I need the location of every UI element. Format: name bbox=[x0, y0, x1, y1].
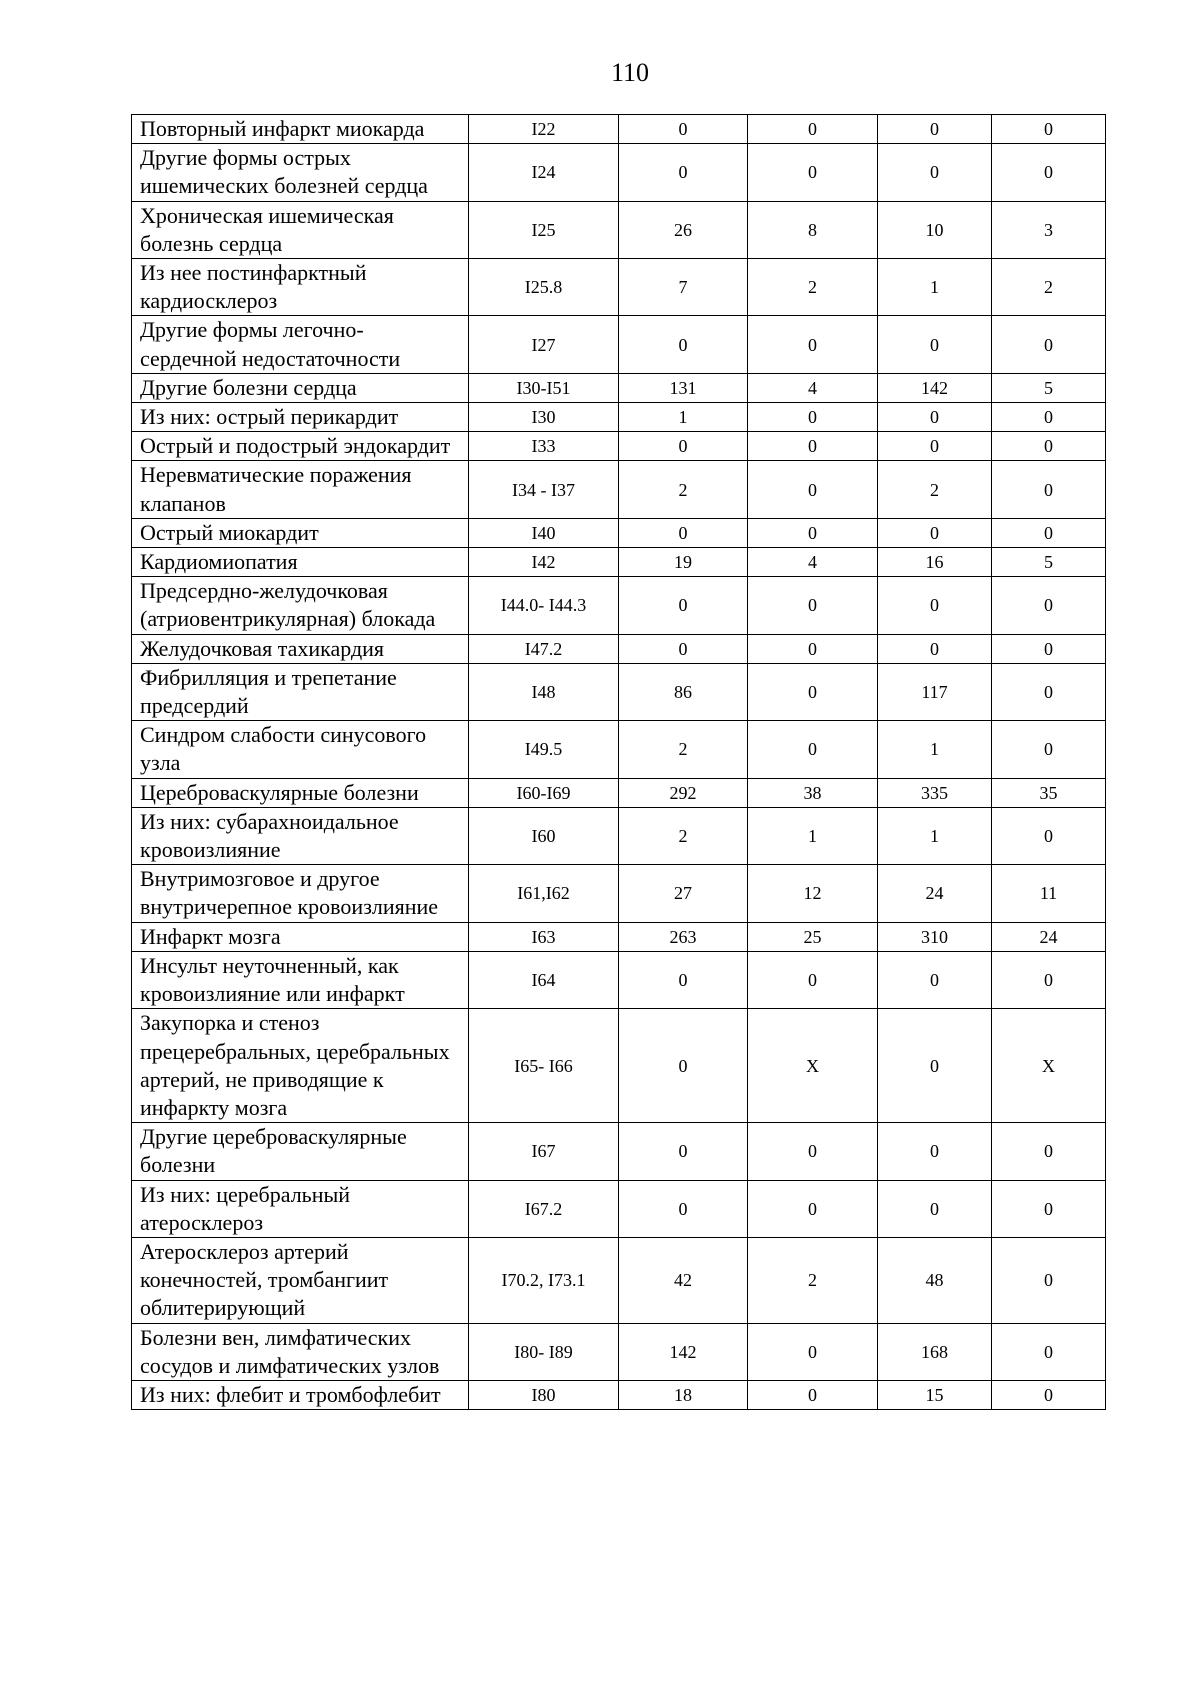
value-cell-3: 1 bbox=[878, 259, 992, 316]
table-row bbox=[132, 432, 1106, 461]
value-cell-3: 142 bbox=[878, 373, 992, 402]
icd-code-cell: I61,I62 bbox=[469, 865, 619, 922]
value-cell-2: X bbox=[748, 1009, 878, 1123]
value-cell-3: 0 bbox=[878, 403, 992, 432]
value-cell-4: 0 bbox=[992, 1237, 1106, 1323]
value-cell-2: 0 bbox=[748, 1180, 878, 1237]
value-cell-4: 0 bbox=[992, 316, 1106, 373]
disease-name-cell: Другие цереброваскулярные болезни bbox=[132, 1123, 469, 1180]
value-cell-1: 27 bbox=[619, 865, 748, 922]
icd-code-cell: I34 - I37 bbox=[469, 461, 619, 518]
value-cell-1: 0 bbox=[619, 432, 748, 461]
icd-code-cell: I60-I69 bbox=[469, 778, 619, 807]
value-cell-3: 2 bbox=[878, 461, 992, 518]
value-cell-3: 0 bbox=[878, 432, 992, 461]
value-cell-2: 0 bbox=[748, 144, 878, 201]
value-cell-3: 117 bbox=[878, 663, 992, 720]
value-cell-4: 0 bbox=[992, 1123, 1106, 1180]
value-cell-4: 11 bbox=[992, 865, 1106, 922]
icd-code-cell: I80- I89 bbox=[469, 1323, 619, 1380]
value-cell-1: 263 bbox=[619, 922, 748, 951]
table-row bbox=[132, 115, 1106, 144]
icd-code-cell: I70.2, I73.1 bbox=[469, 1237, 619, 1323]
disease-name-cell: Инфаркт мозга bbox=[132, 922, 469, 951]
value-cell-3: 0 bbox=[878, 144, 992, 201]
value-cell-4: 5 bbox=[992, 373, 1106, 402]
disease-name-cell: Из нее постинфарктный кардиосклероз bbox=[132, 259, 469, 316]
value-cell-2: 2 bbox=[748, 1237, 878, 1323]
value-cell-4: 0 bbox=[992, 1323, 1106, 1380]
table-row bbox=[132, 201, 1106, 258]
value-cell-1: 0 bbox=[619, 577, 748, 634]
value-cell-1: 1 bbox=[619, 403, 748, 432]
value-cell-2: 0 bbox=[748, 403, 878, 432]
table-row bbox=[132, 663, 1106, 720]
disease-name-cell: Закупорка и стеноз прецеребральных, церебральных артерий, не приводящие к инфаркту мозга bbox=[132, 1009, 469, 1123]
disease-name-cell: Неревматические поражения клапанов bbox=[132, 461, 469, 518]
disease-name-cell: Из них: субарахноидальное кровоизлияние bbox=[132, 807, 469, 864]
value-cell-4: 0 bbox=[992, 1380, 1106, 1409]
value-cell-1: 42 bbox=[619, 1237, 748, 1323]
table-row bbox=[132, 634, 1106, 663]
table-row bbox=[132, 778, 1106, 807]
value-cell-1: 2 bbox=[619, 461, 748, 518]
value-cell-3: 1 bbox=[878, 807, 992, 864]
disease-name-cell: Предсердно-желудочковая (атриовентрикулярная) блокада bbox=[132, 577, 469, 634]
disease-name-cell: Фибрилляция и трепетание предсердий bbox=[132, 663, 469, 720]
disease-name-cell: Другие формы острых ишемических болезней сердца bbox=[132, 144, 469, 201]
value-cell-2: 0 bbox=[748, 1323, 878, 1380]
table-row bbox=[132, 922, 1106, 951]
value-cell-3: 16 bbox=[878, 548, 992, 577]
table-row bbox=[132, 577, 1106, 634]
table-row bbox=[132, 461, 1106, 518]
value-cell-1: 0 bbox=[619, 115, 748, 144]
value-cell-1: 0 bbox=[619, 634, 748, 663]
disease-name-cell: Повторный инфаркт миокарда bbox=[132, 115, 469, 144]
value-cell-3: 0 bbox=[878, 1009, 992, 1123]
value-cell-3: 1 bbox=[878, 721, 992, 778]
value-cell-4: 0 bbox=[992, 115, 1106, 144]
icd-code-cell: I49.5 bbox=[469, 721, 619, 778]
icd-code-cell: I80 bbox=[469, 1380, 619, 1409]
value-cell-1: 18 bbox=[619, 1380, 748, 1409]
table-row bbox=[132, 1380, 1106, 1409]
value-cell-1: 131 bbox=[619, 373, 748, 402]
value-cell-4: X bbox=[992, 1009, 1106, 1123]
disease-name-cell: Внутримозговое и другое внутричерепное кровоизлияние bbox=[132, 865, 469, 922]
value-cell-2: 1 bbox=[748, 807, 878, 864]
value-cell-1: 86 bbox=[619, 663, 748, 720]
value-cell-4: 0 bbox=[992, 1180, 1106, 1237]
disease-name-cell: Хроническая ишемическая болезнь сердца bbox=[132, 201, 469, 258]
value-cell-4: 0 bbox=[992, 403, 1106, 432]
value-cell-2: 38 bbox=[748, 778, 878, 807]
disease-name-cell: Атеросклероз артерий конечностей, тромбангиит облитерирующий bbox=[132, 1237, 469, 1323]
value-cell-3: 0 bbox=[878, 951, 992, 1008]
value-cell-4: 24 bbox=[992, 922, 1106, 951]
icd-code-cell: I25.8 bbox=[469, 259, 619, 316]
icd-code-cell: I24 bbox=[469, 144, 619, 201]
value-cell-1: 26 bbox=[619, 201, 748, 258]
value-cell-2: 8 bbox=[748, 201, 878, 258]
value-cell-3: 335 bbox=[878, 778, 992, 807]
table-body bbox=[132, 115, 1106, 1410]
value-cell-4: 35 bbox=[992, 778, 1106, 807]
value-cell-3: 10 bbox=[878, 201, 992, 258]
icd-code-cell: I60 bbox=[469, 807, 619, 864]
icd-code-cell: I67 bbox=[469, 1123, 619, 1180]
icd-code-cell: I67.2 bbox=[469, 1180, 619, 1237]
table-row bbox=[132, 1180, 1106, 1237]
value-cell-4: 0 bbox=[992, 461, 1106, 518]
value-cell-4: 0 bbox=[992, 951, 1106, 1008]
table-row bbox=[132, 721, 1106, 778]
value-cell-2: 25 bbox=[748, 922, 878, 951]
icd-code-cell: I47.2 bbox=[469, 634, 619, 663]
icd-code-cell: I40 bbox=[469, 518, 619, 547]
icd-code-cell: I44.0- I44.3 bbox=[469, 577, 619, 634]
icd-code-cell: I63 bbox=[469, 922, 619, 951]
table-row bbox=[132, 144, 1106, 201]
value-cell-4: 0 bbox=[992, 634, 1106, 663]
value-cell-4: 0 bbox=[992, 432, 1106, 461]
page-number: 110 bbox=[610, 58, 650, 87]
value-cell-2: 0 bbox=[748, 634, 878, 663]
value-cell-1: 0 bbox=[619, 518, 748, 547]
value-cell-4: 0 bbox=[992, 721, 1106, 778]
value-cell-3: 310 bbox=[878, 922, 992, 951]
value-cell-2: 4 bbox=[748, 548, 878, 577]
table-row bbox=[132, 518, 1106, 547]
disease-name-cell: Инсульт неуточненный, как кровоизлияние или инфаркт bbox=[132, 951, 469, 1008]
value-cell-2: 12 bbox=[748, 865, 878, 922]
value-cell-2: 0 bbox=[748, 721, 878, 778]
table-row bbox=[132, 865, 1106, 922]
value-cell-2: 4 bbox=[748, 373, 878, 402]
icd-code-cell: I42 bbox=[469, 548, 619, 577]
table-row bbox=[132, 373, 1106, 402]
table-row bbox=[132, 1123, 1106, 1180]
disease-name-cell: Другие болезни сердца bbox=[132, 373, 469, 402]
value-cell-4: 0 bbox=[992, 577, 1106, 634]
value-cell-2: 0 bbox=[748, 432, 878, 461]
table-row bbox=[132, 548, 1106, 577]
value-cell-1: 2 bbox=[619, 807, 748, 864]
disease-name-cell: Из них: флебит и тромбофлебит bbox=[132, 1380, 469, 1409]
disease-name-cell: Цереброваскулярные болезни bbox=[132, 778, 469, 807]
value-cell-1: 19 bbox=[619, 548, 748, 577]
disease-name-cell: Синдром слабости синусового узла bbox=[132, 721, 469, 778]
value-cell-2: 0 bbox=[748, 461, 878, 518]
value-cell-1: 7 bbox=[619, 259, 748, 316]
value-cell-3: 24 bbox=[878, 865, 992, 922]
disease-name-cell: Из них: острый перикардит bbox=[132, 403, 469, 432]
value-cell-4: 0 bbox=[992, 807, 1106, 864]
icd-code-cell: I30 bbox=[469, 403, 619, 432]
disease-name-cell: Кардиомиопатия bbox=[132, 548, 469, 577]
value-cell-2: 0 bbox=[748, 577, 878, 634]
value-cell-2: 0 bbox=[748, 1380, 878, 1409]
icd-code-cell: I33 bbox=[469, 432, 619, 461]
disease-name-cell: Другие формы легочно-сердечной недостаточности bbox=[132, 316, 469, 373]
value-cell-3: 168 bbox=[878, 1323, 992, 1380]
value-cell-3: 0 bbox=[878, 115, 992, 144]
value-cell-1: 0 bbox=[619, 1180, 748, 1237]
value-cell-3: 0 bbox=[878, 1180, 992, 1237]
disease-name-cell: Желудочковая тахикардия bbox=[132, 634, 469, 663]
table-row bbox=[132, 1323, 1106, 1380]
value-cell-1: 2 bbox=[619, 721, 748, 778]
icd-code-cell: I22 bbox=[469, 115, 619, 144]
disease-name-cell: Из них: церебральный атеросклероз bbox=[132, 1180, 469, 1237]
value-cell-2: 0 bbox=[748, 316, 878, 373]
value-cell-4: 3 bbox=[992, 201, 1106, 258]
icd-code-cell: I27 bbox=[469, 316, 619, 373]
table-row bbox=[132, 259, 1106, 316]
value-cell-4: 2 bbox=[992, 259, 1106, 316]
value-cell-2: 2 bbox=[748, 259, 878, 316]
value-cell-1: 0 bbox=[619, 951, 748, 1008]
disease-name-cell: Болезни вен, лимфатических сосудов и лимфатических узлов bbox=[132, 1323, 469, 1380]
value-cell-2: 0 bbox=[748, 1123, 878, 1180]
value-cell-3: 0 bbox=[878, 1123, 992, 1180]
value-cell-3: 15 bbox=[878, 1380, 992, 1409]
table-row bbox=[132, 951, 1106, 1008]
value-cell-1: 142 bbox=[619, 1323, 748, 1380]
value-cell-3: 0 bbox=[878, 634, 992, 663]
value-cell-1: 0 bbox=[619, 144, 748, 201]
value-cell-1: 292 bbox=[619, 778, 748, 807]
icd-code-cell: I30-I51 bbox=[469, 373, 619, 402]
value-cell-4: 0 bbox=[992, 518, 1106, 547]
icd-code-cell: I65- I66 bbox=[469, 1009, 619, 1123]
value-cell-1: 0 bbox=[619, 316, 748, 373]
icd-code-cell: I25 bbox=[469, 201, 619, 258]
value-cell-2: 0 bbox=[748, 518, 878, 547]
icd-code-cell: I48 bbox=[469, 663, 619, 720]
disease-name-cell: Острый миокардит bbox=[132, 518, 469, 547]
value-cell-4: 0 bbox=[992, 663, 1106, 720]
icd-code-cell: I64 bbox=[469, 951, 619, 1008]
table-row bbox=[132, 807, 1106, 864]
table-row bbox=[132, 1237, 1106, 1323]
value-cell-2: 0 bbox=[748, 951, 878, 1008]
disease-name-cell: Острый и подострый эндокардит bbox=[132, 432, 469, 461]
table-row bbox=[132, 1009, 1106, 1123]
value-cell-3: 48 bbox=[878, 1237, 992, 1323]
table-row bbox=[132, 403, 1106, 432]
value-cell-2: 0 bbox=[748, 663, 878, 720]
value-cell-4: 0 bbox=[992, 144, 1106, 201]
value-cell-3: 0 bbox=[878, 316, 992, 373]
value-cell-3: 0 bbox=[878, 518, 992, 547]
value-cell-2: 0 bbox=[748, 115, 878, 144]
value-cell-1: 0 bbox=[619, 1123, 748, 1180]
value-cell-1: 0 bbox=[619, 1009, 748, 1123]
value-cell-4: 5 bbox=[992, 548, 1106, 577]
value-cell-3: 0 bbox=[878, 577, 992, 634]
table-row bbox=[132, 316, 1106, 373]
disease-table bbox=[131, 114, 1106, 1410]
